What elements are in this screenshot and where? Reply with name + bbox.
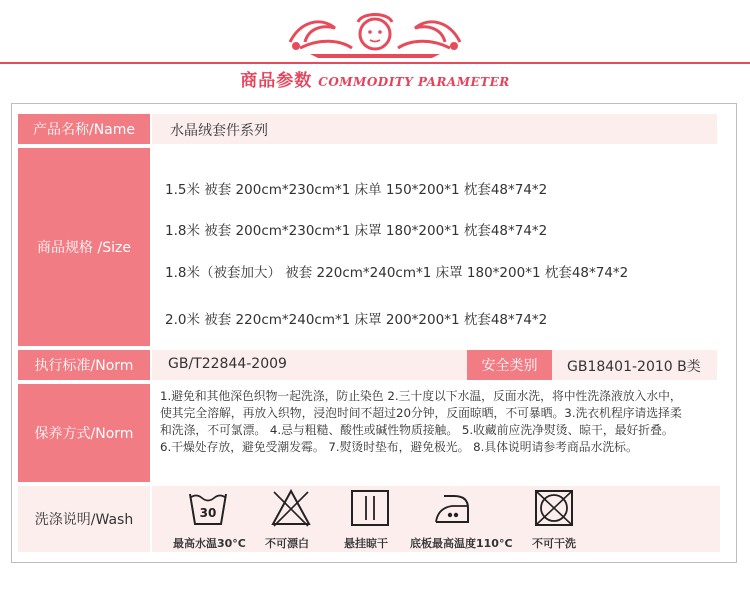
wash-label: 洗涤说明/Wash bbox=[18, 486, 150, 552]
norm-value: GB/T22844-2009 bbox=[168, 356, 287, 372]
no-bleach-icon bbox=[270, 488, 312, 528]
care-text: 1.避免和其他深色织物一起洗涤，防止染色 2.三十度以下水温，反面水洗，将中性洗涤液放入水中，使其完全溶解，再放入织物，浸泡时间不超过20分钟，反面晾晒，不可暴晒。3.洗衣机程序请选择柔和洗涤，不可氯漂。 4.忌与粗糙、酸性或碱性物质接触。 5.收藏前应洗净熨烫、晾干，最好折叠。 6.干燥处存放，避免受潮发霉。 7.熨烫时垫布，避免极光。 8.具体说明请参考商品水洗标。 bbox=[160, 389, 682, 454]
wash-temp-text: 30 bbox=[199, 506, 217, 520]
safety-value: GB18401-2010 B类 bbox=[567, 359, 701, 375]
wash-caption: 悬挂晾干 bbox=[344, 537, 388, 550]
name-value-bg bbox=[152, 114, 717, 144]
decorative-ornament bbox=[0, 0, 750, 66]
heading-en: COMMODITY PARAMETER bbox=[318, 75, 510, 89]
size-line: 1.5米 被套 200cm*230cm*1 床单 150*200*1 枕套48*74*2 bbox=[165, 182, 548, 198]
wash-caption: 不可干洗 bbox=[532, 537, 576, 550]
norm-label: 执行标准/Norm bbox=[18, 350, 150, 380]
name-label: 产品名称/Name bbox=[18, 114, 150, 144]
size-line: 2.0米 被套 220cm*240cm*1 床罩 200*200*1 枕套48*74*2 bbox=[165, 312, 548, 328]
no-dry-clean-icon bbox=[533, 488, 575, 528]
size-label: 商品规格 /Size bbox=[18, 148, 150, 346]
size-line: 1.8米（被套加大） 被套 220cm*240cm*1 床罩 180*200*1 枕套48*74*2 bbox=[165, 265, 629, 281]
wash-caption: 底板最高温度110°C bbox=[410, 537, 513, 550]
safety-label: 安全类别 bbox=[467, 350, 552, 380]
wash-caption: 不可漂白 bbox=[265, 537, 309, 550]
name-value: 水晶绒套件系列 bbox=[170, 123, 268, 139]
care-label: 保养方式/Norm bbox=[18, 384, 150, 482]
wash-caption: 最高水温30°C bbox=[173, 537, 246, 550]
iron-medium-icon bbox=[430, 488, 472, 528]
size-line: 1.8米 被套 200cm*230cm*1 床罩 180*200*1 枕套48*74*2 bbox=[165, 223, 548, 239]
wash-30-icon bbox=[187, 488, 229, 528]
header-divider bbox=[0, 62, 750, 64]
heading-cn: 商品参数 bbox=[240, 71, 313, 91]
line-dry-icon bbox=[349, 488, 391, 528]
section-heading bbox=[0, 66, 750, 90]
